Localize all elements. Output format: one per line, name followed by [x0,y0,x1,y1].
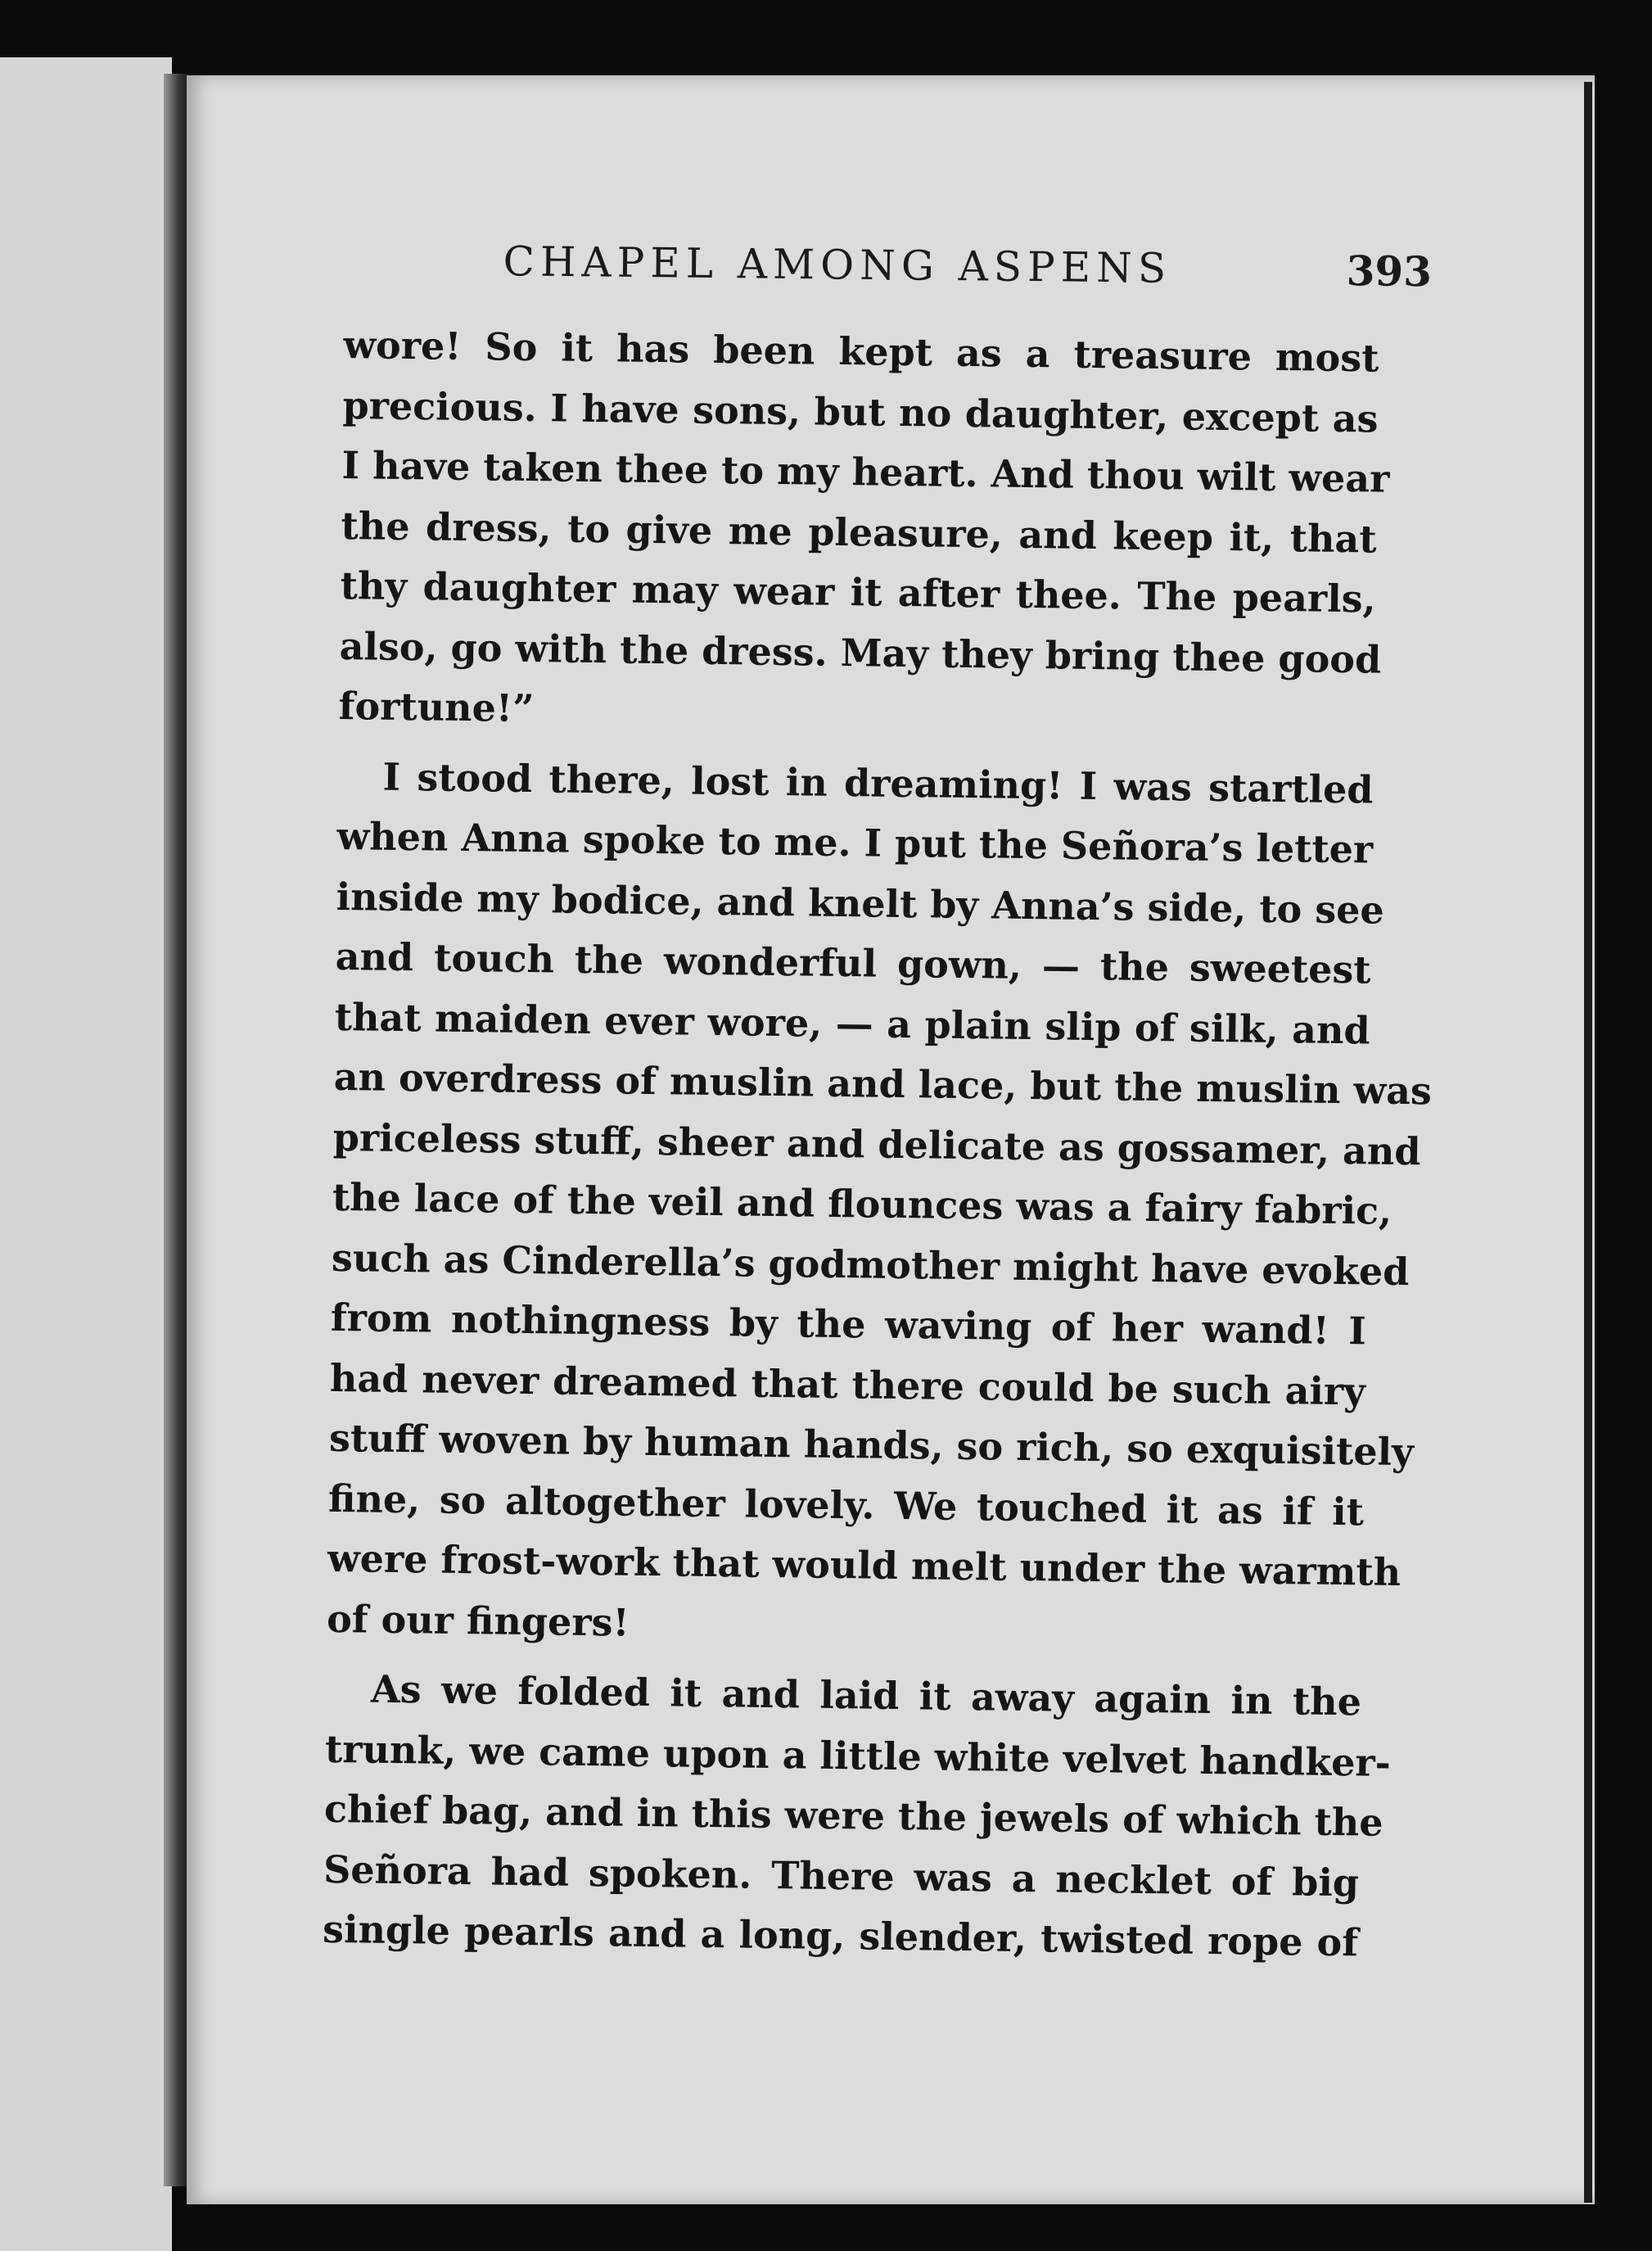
text-line: the dress, to give me pleasure, and keep it, that [341,503,1377,562]
text-line: inside my bodice, and knelt by Anna’s side, to see [336,874,1385,933]
text-line: chief bag, and in this were the jewels of which the [323,1786,1383,1845]
text-line: I stood there, lost in dreaming! I was startled [382,754,1374,812]
page-right-edge [1584,82,1592,2203]
text-line: precious. I have sons, but no daughter, except as [342,382,1379,441]
text-line: had never dreamed that there could be such airy [329,1355,1366,1413]
facing-page-edge [0,57,172,2251]
text-line: fine, so altogether lovely. We touched it as if it [327,1476,1365,1534]
text-line: were frost-work that would melt under the warmth [327,1535,1401,1595]
running-head [323,236,1433,313]
text-line: As we folded it and laid it away again in the [370,1666,1362,1724]
book-gutter [164,74,188,2186]
text-line: I have taken thee to my heart. And thou wilt wear [341,442,1390,501]
text-line: and touch the wonderful gown, — the sweetest [335,933,1371,992]
text-line: thy daughter may wear it after thee. The pearls, [340,563,1376,622]
running-head-title: CHAPEL AMONG ASPENS [503,237,1172,292]
text-line: fortune!” [338,683,535,731]
text-line: priceless stuff, sheer and delicate as gossamer, and [332,1114,1421,1173]
page-number: 393 [1346,246,1433,296]
text-line: of our fingers! [326,1596,630,1645]
paragraph-1 [338,315,1390,750]
text-line: from nothingness by the waving of her wand! I [330,1295,1367,1354]
text-line: also, go with the dress. May they bring thee good [339,623,1382,682]
paragraph-2 [326,746,1433,1662]
text-line: the lace of the veil and flounces was a fairy fabric, [332,1174,1392,1233]
text-line: such as Cinderella’s godmother might have evoked [331,1235,1410,1294]
text-line: wore! So it has been kept as a treasure most [343,322,1379,381]
text-line: an overdress of muslin and lace, but the muslin was [333,1054,1433,1114]
text-line: trunk, we came upon a little white velvet handker- [324,1726,1392,1785]
body-text [322,315,1433,1973]
text-line: Señora had spoken. There was a necklet of big [323,1846,1360,1905]
text-line: stuff woven by human hands, so rich, so exquisitely [328,1415,1415,1475]
text-line: single pearls and a long, slender, twisted rope of [322,1906,1359,1965]
text-line: that maiden ever wore, — a plain slip of silk, and [334,994,1371,1052]
text-line: when Anna spoke to me. I put the Señora’s letter [336,813,1374,872]
paragraph-3 [322,1659,1392,1973]
